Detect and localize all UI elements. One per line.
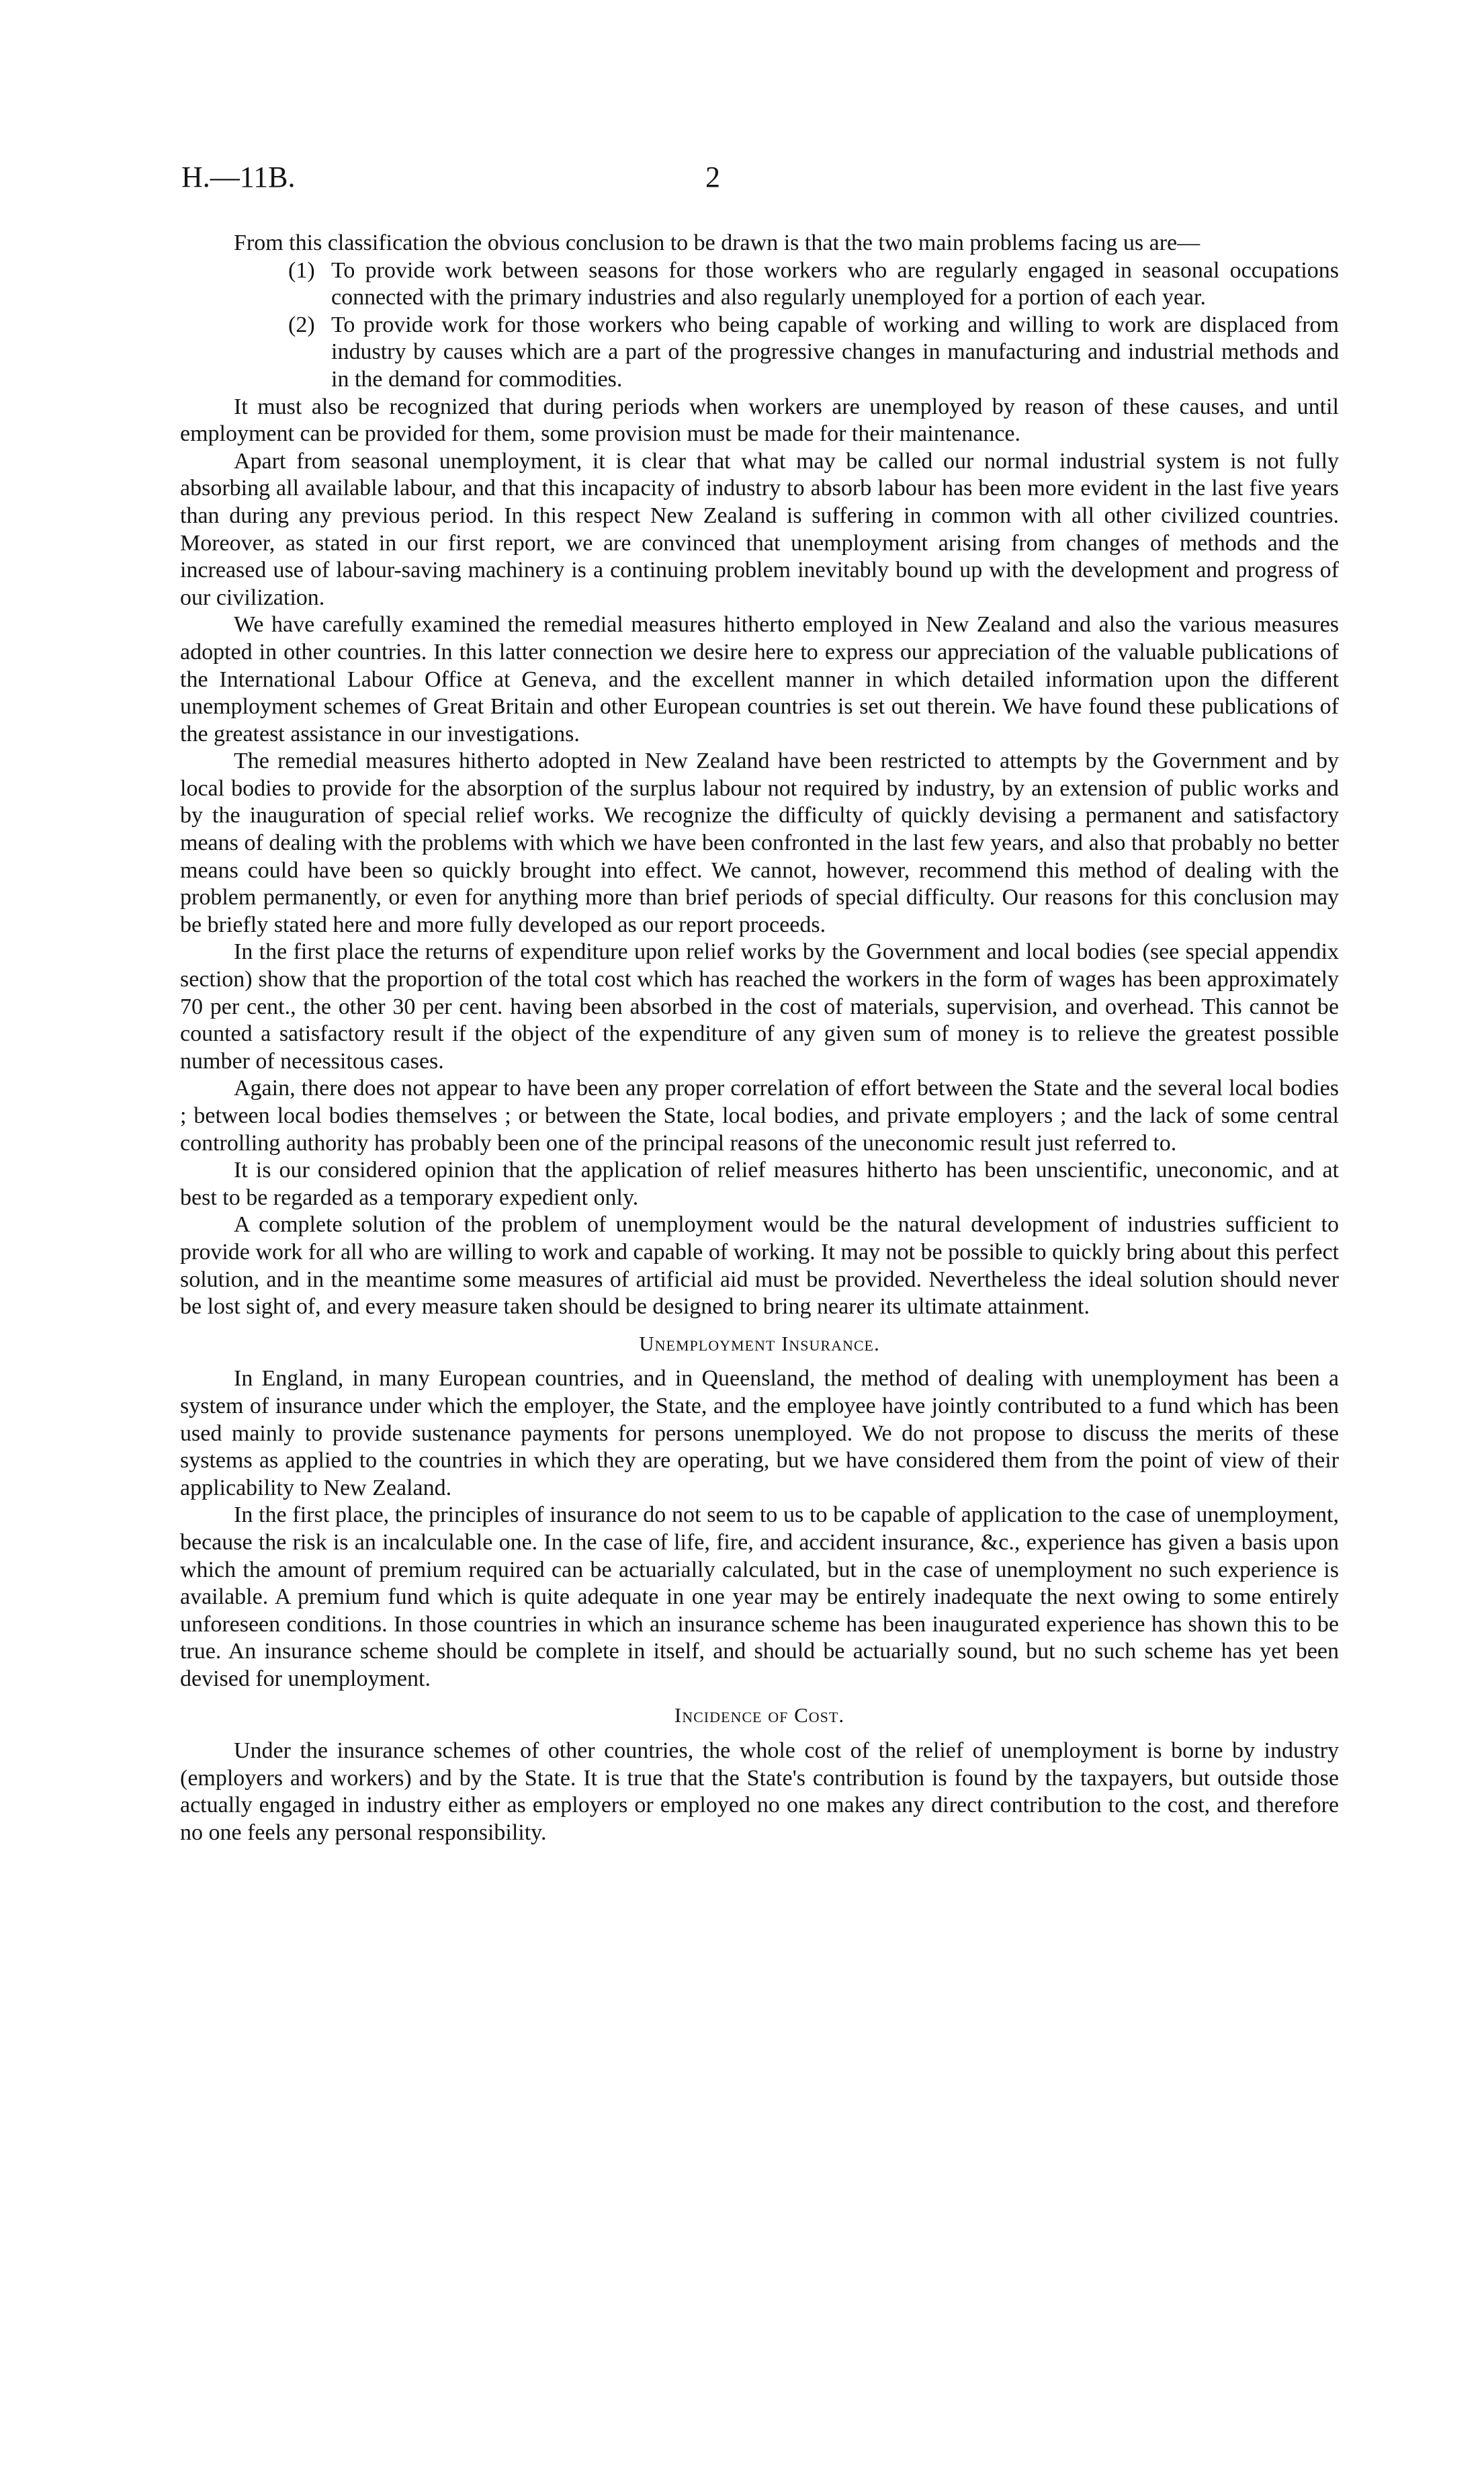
- paragraph: Under the insurance schemes of other countries, the whole cost of the relief of unemployment is borne by industry (employers and workers) and by the State. It is true that the State's contribution is found by the taxpayers, but outside those actually engaged in industry either as employers or employed no one makes any direct contribution to the cost, and therefore no one feels any personal responsibility.: [180, 1738, 1339, 1845]
- paragraph: It must also be recognized that during periods when workers are unemployed by reason of these causes, and until employment can be provided for them, some provision must be made for their maintenance.: [180, 394, 1339, 447]
- list-item-number: (1): [288, 257, 315, 283]
- paragraph: From this classification the obvious conclusion to be drawn is that the two main problems facing us are—: [234, 230, 1201, 255]
- paragraph: A complete solution of the problem of unemployment would be the natural development of industries sufficient to provide work for all who are willing to work and capable of working. It may not be possible to quickly bring about this perfect solution, and in the meantime some measures of artificial aid must be provided. Nevertheless the ideal solution should never be lost sight of, and every measure taken should be designed to bring nearer its ultimate attainment.: [180, 1212, 1339, 1320]
- paragraph: We have carefully examined the remedial measures hitherto employed in New Zealand and also the various measures adopted in other countries. In this latter connection we desire here to express our appreciation of the valuable publications of the International Labour Office at Geneva, and the excellent manner in which detailed information upon the different unemployment schemes of Great Britain and other European countries is set out therein. We have found these publications of the greatest assistance in our investigations.: [180, 612, 1339, 746]
- paragraph: In England, in many European countries, and in Queensland, the method of dealing with unemployment has been a system of insurance under which the employer, the State, and the employee have jointly contributed to a fund which has been used mainly to provide sustenance payments for persons unemployed. We do not propose to discuss the merits of these systems as applied to the countries in which they are operating, but we have considered them from the point of view of their applicability to New Zealand.: [180, 1366, 1339, 1500]
- paragraph: The remedial measures hitherto adopted in New Zealand have been restricted to attempts by the Government and by local bodies to provide for the absorption of the surplus labour not required by industry, by an extension of public works and by the inauguration of special relief works. We recognize the difficulty of quickly devising a permanent and satisfactory means of dealing with the problems with which we have been confronted in the last few years, and also that probably no better means could have been so quickly brought into effect. We cannot, however, recommend this method of dealing with the problem permanently, or even for anything more than brief periods of special difficulty. Our reasons for this conclusion may be briefly stated here and more fully developed as our report proceeds.: [180, 749, 1339, 937]
- list-item: [288, 257, 1339, 312]
- list-item: [288, 312, 1339, 394]
- page-number: 2: [705, 161, 720, 194]
- section-heading-incidence-of-cost: Incidence of Cost.: [674, 1703, 845, 1727]
- list-item-text: To provide work between seasons for those workers who are regularly engaged in seasonal occupations connected with the primary industries and also regularly unemployed for a portion of each year.: [331, 257, 1339, 310]
- document-reference: H.—11B.: [181, 161, 296, 194]
- paragraph: Apart from seasonal unemployment, it is clear that what may be called our normal industrial system is not fully absorbing all available labour, and that this incapacity of industry to absorb labour has been more evident in the last five years than during any previous period. In this respect New Zealand is suffering in common with all other civilized countries. Moreover, as stated in our first report, we are convinced that unemployment arising from changes of methods and the increased use of labour-saving machinery is a continuing problem inevitably bound up with the development and progress of our civilization.: [180, 448, 1339, 610]
- paragraph: Again, there does not appear to have been any proper correlation of effort between the State and the several local bodies ; between local bodies themselves ; or between the State, local bodies, and private employers ; and the lack of some central controlling authority has probably been one of the principal reasons of the uneconomic result just referred to.: [180, 1076, 1339, 1156]
- paragraph: In the first place, the principles of insurance do not seem to us to be capable of application to the case of unemployment, because the risk is an incalculable one. In the case of life, fire, and accident insurance, &c., experience has given a basis upon which the amount of premium required can be actuarially calculated, but in the case of unemployment no such experience is available. A premium fund which is quite adequate in one year may be entirely inadequate the next owing to some entirely unforeseen conditions. In those countries in which an insurance scheme has been inaugurated experience has shown this to be true. An insurance scheme should be complete in itself, and should be actuarially sound, but no such scheme has yet been devised for unemployment.: [180, 1502, 1339, 1691]
- document-body: [180, 230, 1339, 1846]
- page-header: [0, 160, 1484, 200]
- section-heading-unemployment-insurance: Unemployment Insurance.: [639, 1331, 880, 1355]
- list-item-number: (2): [288, 312, 315, 337]
- paragraph: In the first place the returns of expenditure upon relief works by the Government and local bodies (see special appendix section) show that the proportion of the total cost which has reached the workers in the form of wages has been approximately 70 per cent., the other 30 per cent. having been absorbed in the cost of materials, supervision, and overhead. This cannot be counted a satisfactory result if the object of the expenditure of any given sum of money is to relieve the greatest possible number of necessitous cases.: [180, 939, 1339, 1074]
- list-item-text: To provide work for those workers who being capable of working and willing to work are displaced from industry by causes which are a part of the progressive changes in manufacturing and industrial methods and in the demand for commodities.: [331, 312, 1339, 392]
- paragraph: It is our considered opinion that the application of relief measures hitherto has been unscientific, uneconomic, and at best to be regarded as a temporary expedient only.: [180, 1158, 1339, 1210]
